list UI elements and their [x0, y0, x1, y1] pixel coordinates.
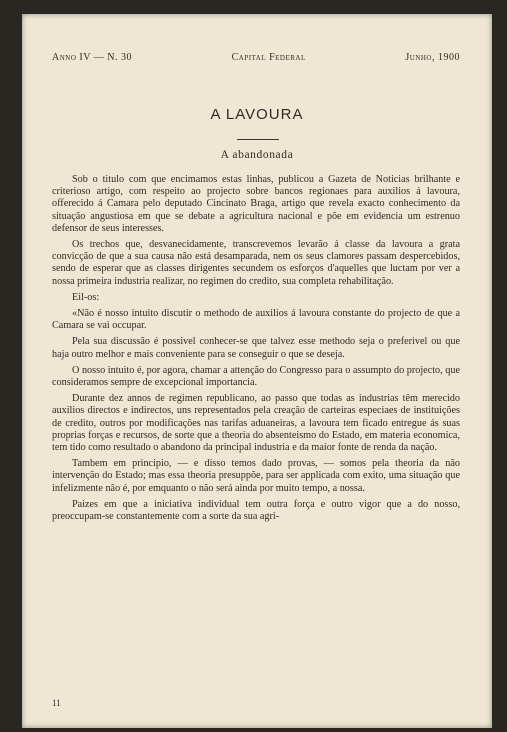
- paragraph: O nosso intuito é, por agora, chamar a attenção do Congresso para o assumpto do projecto, que consideramos sempre de excepcional importancia.: [52, 364, 460, 389]
- article-subtitle: A abandonada: [220, 149, 294, 161]
- paragraph: Tambem em principio, — e disso temos dado provas, — somos pela theoria da não intervenção do Estado; mas essa theoria presuppõe, para ser applicada com exito, uma situação que infelizmente não é, por emquanto o não será ainda por muito tempo, a nossa.: [52, 458, 460, 494]
- publication-place: Capital Federal: [231, 52, 306, 63]
- running-header: [52, 52, 460, 63]
- document-page: [22, 14, 492, 728]
- paragraph: Paizes em que a iniciativa individual tem outra força e outro vigor que a do nosso, preoccupam-se constantemente com a sorte da sua agri-: [52, 498, 460, 523]
- title-divider: [237, 139, 279, 140]
- page-number: 11: [52, 698, 61, 708]
- paragraph: Os trechos que, desvanecidamente, transcrevemos levarão á classe da lavoura a grata convicção de que a sua causa não está desamparada, nem os seus clamores passam despercebidos, sendo de esperar que as classes dirigentes secundem os esforços d'aquelles que luctam por ver a nossa primeira industria realizar, no regimen do credito, sua completa rehabilitação.: [52, 239, 460, 287]
- paragraph: Eil-os:: [72, 291, 100, 303]
- paragraph: Durante dez annos de regimen republicano, ao passo que todas as industrias têm merecido auxilios directos e indirectos, uns representados pela creação de carteiras especiaes de instituições de credito, outros por modificações nas tarifas aduaneiras, a lavoura tem ficado entregue ás suas proprias forças e recursos, de sorte que a theoria do absenteismo do Estado, em materia economica, tem tido como resultado o abandono da principal industria e da maior fonte de renda da nação.: [52, 393, 460, 454]
- paragraph: Sob o titulo com que encimamos estas linhas, publicou a Gazeta de Noticias brilhante e criterioso artigo, com respeito ao projecto sobre bancos regionaes para auxilios á lavoura, offerecido á Camara pelo deputado Cincinato Braga, artigo que revela exacto conhecimento da situação angustiosa em que se debate a agricultura nacional e põe em evidencia um estrenuo defensor de seus interesses.: [52, 174, 460, 234]
- article-body: [52, 174, 460, 527]
- issue-number: Anno IV — N. 30: [52, 52, 132, 63]
- article-title: A LAVOURA: [210, 106, 304, 123]
- paragraph: «Não é nosso intuito discutir o methodo de auxilios á lavoura constante do projecto de que a Camara se vai occupar.: [52, 308, 460, 332]
- issue-date: Junho, 1900: [405, 52, 460, 63]
- paragraph: Pela sua discussão é possivel conhecer-se que talvez esse methodo seja o preferivel ou que haja outro melhor e mais conveniente para se conseguir o que se deseja.: [52, 336, 460, 360]
